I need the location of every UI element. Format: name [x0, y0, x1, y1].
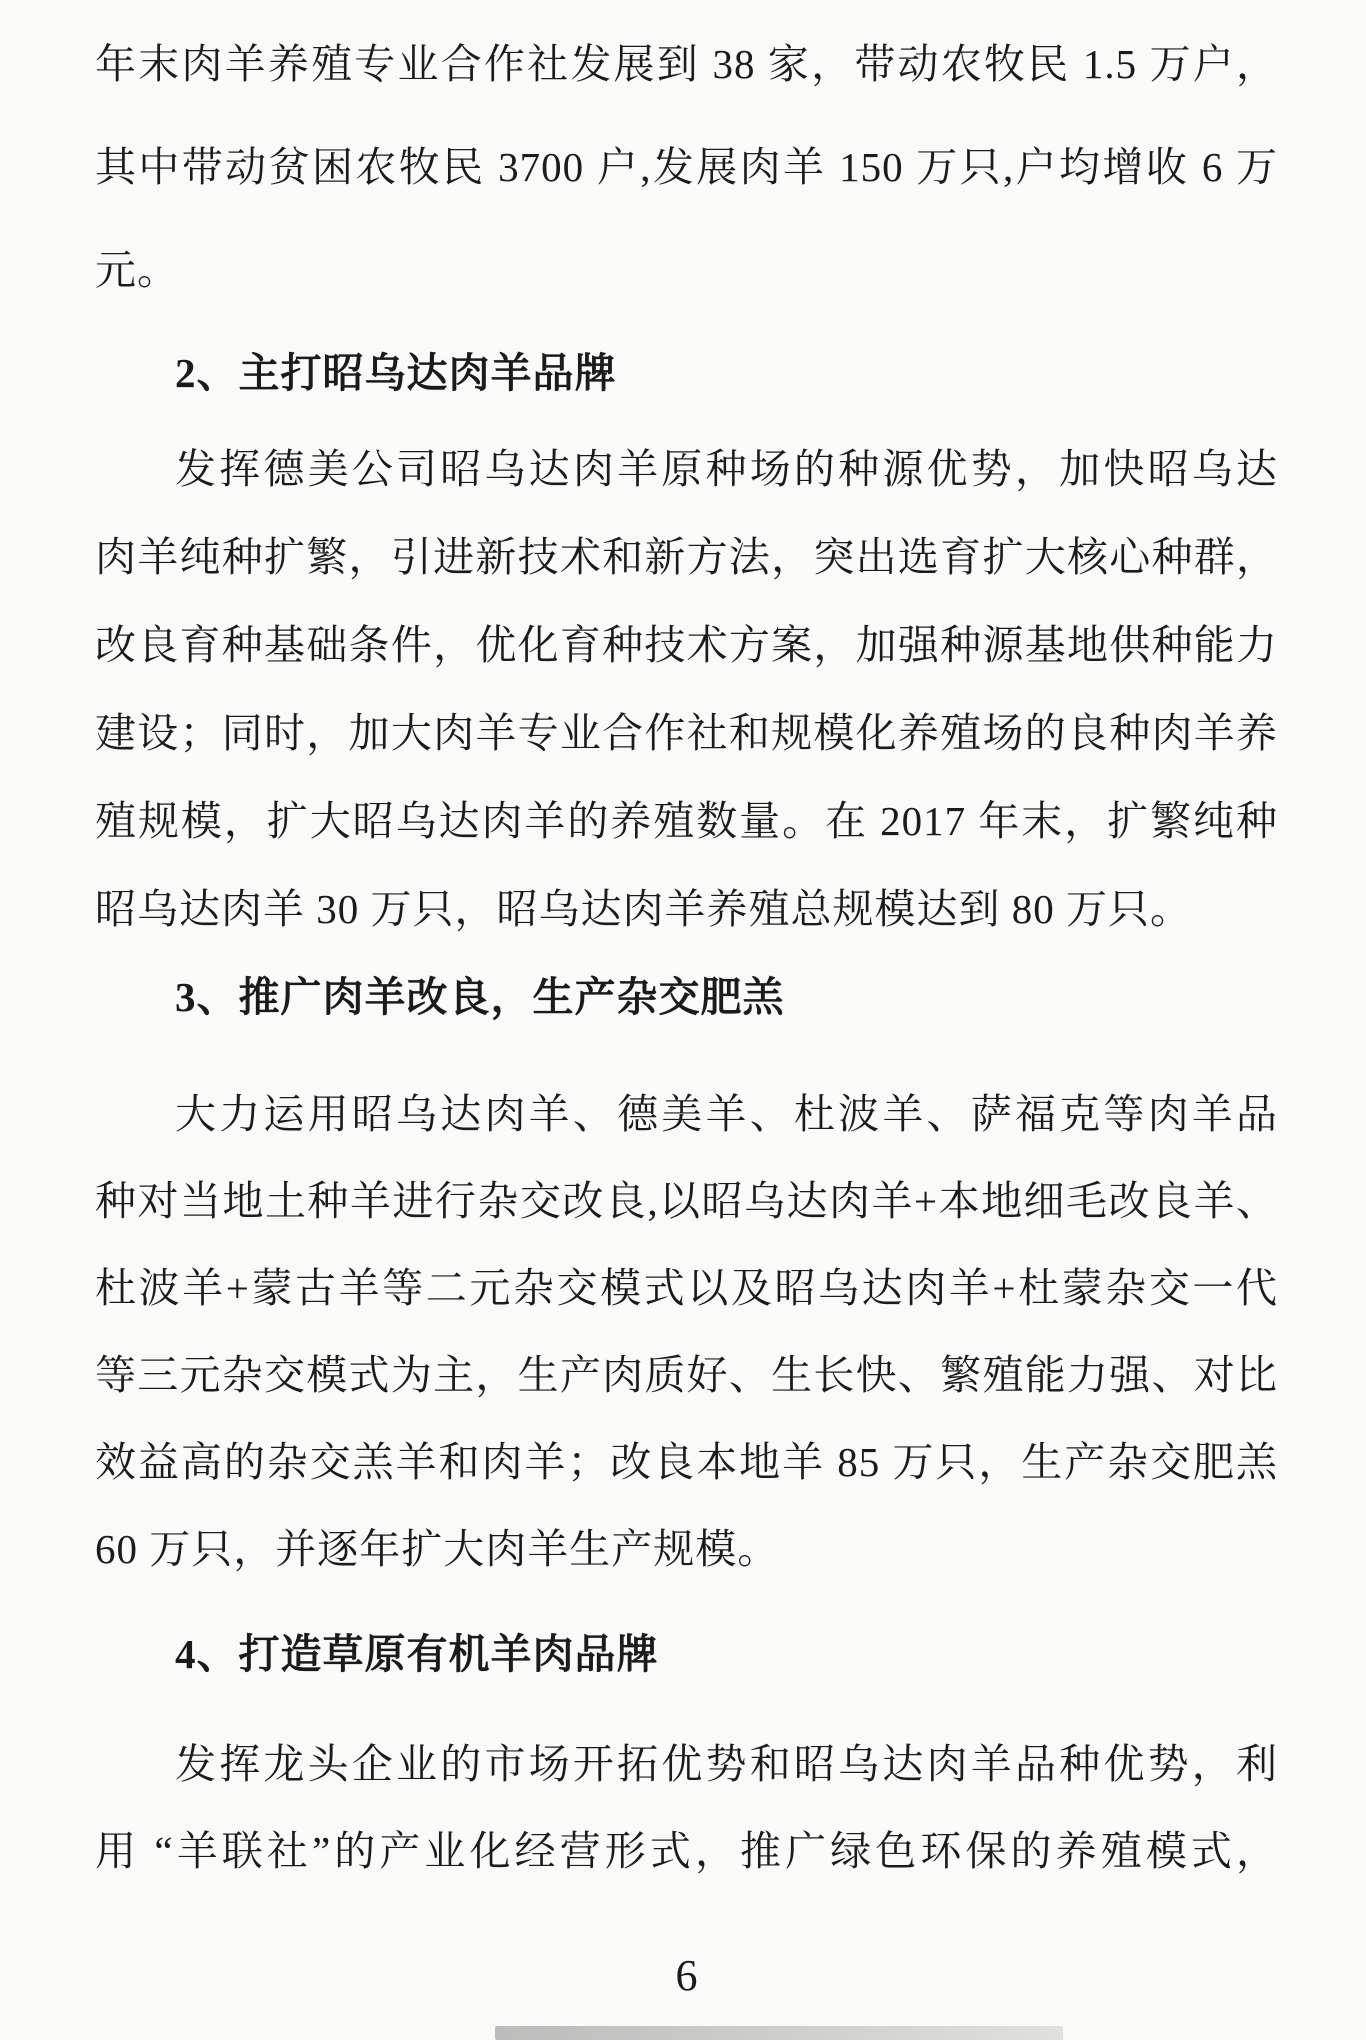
- text-line: 建设；同时，加大肉羊专业合作社和规模化养殖场的良种肉羊养: [95, 710, 1278, 756]
- paragraph: [95, 1740, 1278, 1914]
- heading-line: 3、推广肉羊改良，生产杂交肥羔: [175, 974, 785, 1020]
- text-line: 年末肉羊养殖专业合作社发展到 38 家，带动农牧民 1.5 万户，: [95, 41, 1278, 87]
- text-line: 肉羊纯种扩繁，引进新技术和新方法，突出选育扩大核心种群，: [95, 534, 1278, 580]
- text-line: 其中带动贫困农牧民 3700 户,发展肉羊 150 万只,户均增收 6 万: [95, 144, 1278, 190]
- paragraph: [95, 1090, 1278, 1612]
- text-line: 元。: [95, 247, 179, 293]
- text-line: 发挥德美公司昭乌达肉羊原种场的种源优势，加快昭乌达: [175, 446, 1278, 492]
- heading-line: 4、打造草原有机羊肉品牌: [175, 1631, 659, 1677]
- text-line: 大力运用昭乌达肉羊、德美羊、杜波羊、萨福克等肉羊品: [175, 1091, 1278, 1137]
- text-line: 种对当地土种羊进行杂交改良,以昭乌达肉羊+本地细毛改良羊、: [95, 1178, 1278, 1224]
- text-line: 60 万只，并逐年扩大肉羊生产规模。: [95, 1526, 780, 1572]
- document-body: [95, 40, 1278, 1914]
- text-line: 殖规模，扩大昭乌达肉羊的养殖数量。在 2017 年末，扩繁纯种: [95, 798, 1278, 844]
- text-line: 效益高的杂交羔羊和肉羊；改良本地羊 85 万只，生产杂交肥羔: [95, 1439, 1278, 1485]
- text-line: 改良育种基础条件，优化育种技术方案，加强种源基地供种能力: [95, 622, 1278, 668]
- text-line: 用 “羊联社”的产业化经营形式，推广绿色环保的养殖模式，: [95, 1828, 1278, 1874]
- section-heading: [95, 973, 1278, 1090]
- scan-edge-artifact: [495, 2026, 1063, 2040]
- text-line: 等三元杂交模式为主，生产肉质好、生长快、繁殖能力强、对比: [95, 1352, 1278, 1398]
- section-heading: [95, 1630, 1278, 1740]
- page-number: 6: [675, 1951, 698, 2000]
- text-line: 杜波羊+蒙古羊等二元杂交模式以及昭乌达肉羊+杜蒙杂交一代: [95, 1265, 1278, 1311]
- text-line: 发挥龙头企业的市场开拓优势和昭乌达肉羊品种优势，利: [175, 1741, 1278, 1787]
- paragraph: [95, 40, 1278, 349]
- section-heading: [95, 349, 1278, 445]
- paragraph: [95, 445, 1278, 973]
- text-line: 昭乌达肉羊 30 万只，昭乌达肉羊养殖总规模达到 80 万只。: [95, 886, 1192, 932]
- heading-line: 2、主打昭乌达肉羊品牌: [175, 350, 617, 396]
